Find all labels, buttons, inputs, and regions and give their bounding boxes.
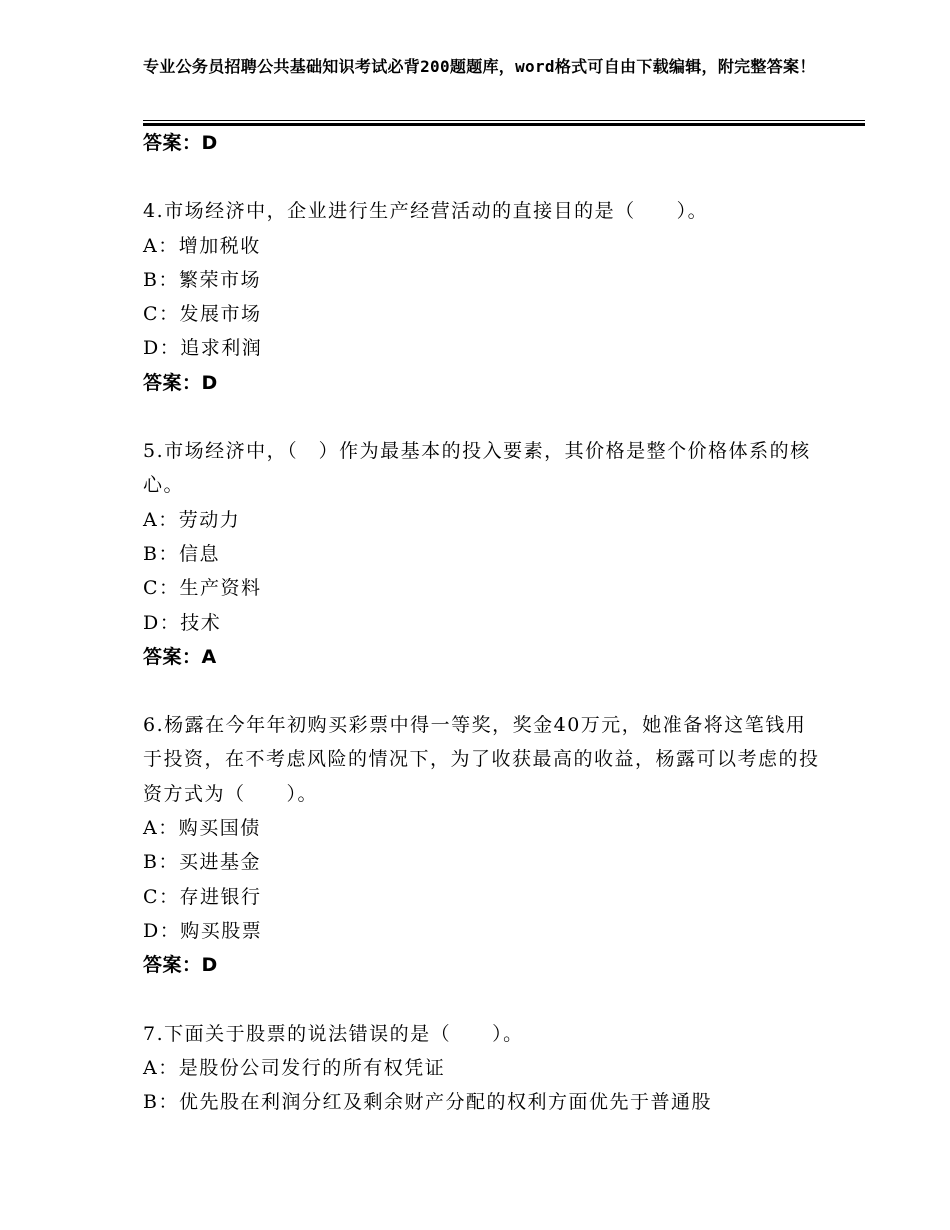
answer-label: 答案：D [143,132,218,154]
question-list [143,126,823,1119]
option-b: B：买进基金 [143,851,261,874]
option-c: C：生产资料 [143,577,262,600]
option-a: A：劳动力 [143,508,241,531]
question-block [143,1017,823,1120]
question-block [143,194,823,400]
option-b: B：信息 [143,542,220,565]
spacer [143,983,823,1017]
spacer [143,674,823,708]
answer-label: 答案：D [143,954,218,977]
page-header: 专业公务员招聘公共基础知识考试必背200题题库，word格式可自由下载编辑，附完整答案！ [143,57,816,76]
option-b: B：繁荣市场 [143,268,261,291]
option-a: A：购买国债 [143,817,261,840]
option-c: C：存进银行 [143,885,262,908]
question-stem: 6.杨露在今年年初购买彩票中得一等奖，奖金40万元，她准备将这笔钱用于投资，在不考虑风险的情况下，为了收获最高的收益，杨露可以考虑的投资方式为（ ）。 [143,714,820,805]
spacer [143,160,823,194]
option-a: A：是股份公司发行的所有权凭证 [143,1056,446,1079]
option-b: B：优先股在利润分红及剩余财产分配的权利方面优先于普通股 [143,1091,712,1114]
spacer [143,400,823,434]
question-stem: 7.下面关于股票的说法错误的是（ ）。 [143,1022,524,1045]
option-d: D：追求利润 [143,337,263,360]
header-rule-thin [143,120,865,121]
question-block [143,708,823,982]
question-stem: 4.市场经济中，企业进行生产经营活动的直接目的是（ ）。 [143,200,709,223]
question-block [143,434,823,674]
option-d: D：技术 [143,611,222,634]
option-d: D：购买股票 [143,919,263,942]
option-a: A：增加税收 [143,234,261,257]
answer-label: 答案：A [143,645,217,668]
answer-label: 答案：D [143,371,218,394]
option-c: C：发展市场 [143,303,262,326]
question-stem: 5.市场经济中，（ ）作为最基本的投入要素，其价格是整个价格体系的核心。 [143,440,811,497]
